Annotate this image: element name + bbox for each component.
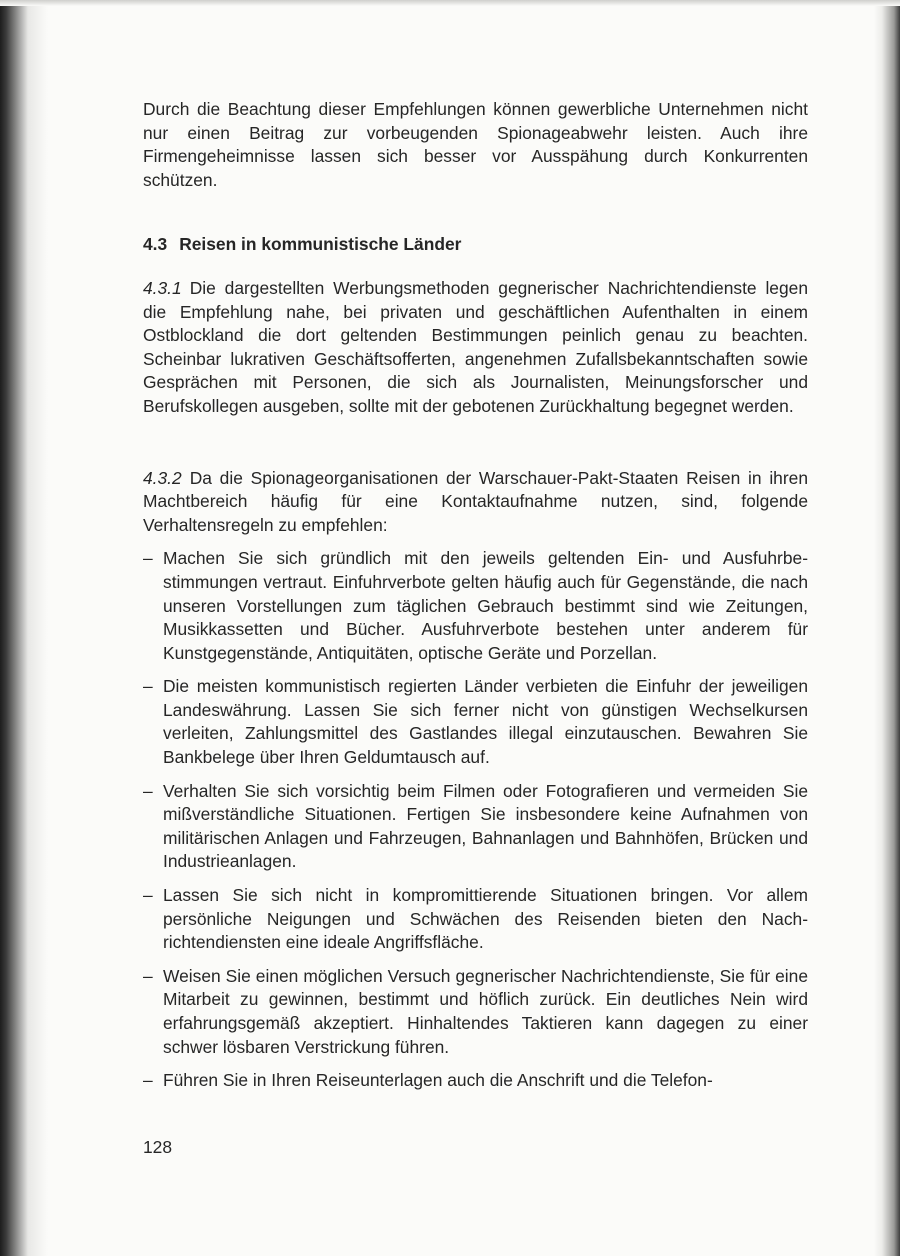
subsection-number: 4.3.1 xyxy=(143,277,182,298)
list-item xyxy=(143,884,808,955)
subsection-text: Die dargestellten Werbungsmethoden gegnerischer Nachrichtendienste legen die Empfehlung nahe, bei privaten und geschäftlichen Aufenthalten in einem Ostblockland die dort geltenden Bestimmungen peinlich genau zu beachten. Scheinbar lukrativen Geschäftsofferten, angenehmen Zufallsbekanntschaften sowie Gesprächen mit Personen, die sich als Journalisten, Meinungsforscher und Berufskollegen ausgeben, sollte mit der gebotenen Zurückhaltung begegnet werden. xyxy=(143,277,808,416)
list-item xyxy=(143,1069,808,1093)
page-binding-shadow xyxy=(0,0,48,1256)
bullet-dash: – xyxy=(143,1070,153,1091)
list-item-text: Machen Sie sich gründlich mit den jeweils geltenden Ein- und Ausfuhrbestimmungen vertraut. Einfuhrverbote gelten häufig auch für Gegenstände, die nach unseren Vorstellungen zum täglichen Gebrauch bestimmt sind wie Zeitungen, Musikkassetten und Bücher. Ausfuhrverbote bestehen unter anderem für Kunstgegenstände, Antiquitäten, optische Geräte und Porzellan. xyxy=(163,548,808,663)
intro-paragraph: Durch die Beachtung dieser Empfehlungen können gewerbliche Unternehmen nicht nur einen Beitrag zur vorbeugenden Spionageabwehr leisten. Auch ihre Firmengeheimnisse lassen sich besser vor Ausspähung durch Konkurrenten schützen. xyxy=(143,99,808,190)
list-item-text: Lassen Sie sich nicht in kompromittierende Situationen bringen. Vor allem persönliche Neigungen und Schwächen des Reisenden bieten den Nachrichtendiensten eine ideale Angriffsfläche. xyxy=(163,885,808,953)
list-item-text: Weisen Sie einen möglichen Versuch gegnerischer Nachrichtendienste, Sie für eine Mitarbeit zu gewinnen, bestimmt und höflich zurück. Ein deutliches Nein wird erfahrungsgemäß akzeptiert. Hinhaltendes Taktieren kann dagegen zu einer schwer lösbaren Verstrickung führen. xyxy=(163,965,808,1057)
bullet-dash: – xyxy=(143,780,153,801)
subsection-4-3-1 xyxy=(143,277,808,419)
section-heading xyxy=(143,233,808,257)
bullet-dash: – xyxy=(143,676,153,697)
section-title: Reisen in kommunistische Länder xyxy=(179,234,462,255)
list-item-text: Führen Sie in Ihren Reiseunterlagen auch die Anschrift und die Telefon- xyxy=(163,1070,713,1091)
list-item xyxy=(143,780,808,874)
page-edge-shadow xyxy=(874,0,900,1256)
section-number: 4.3 xyxy=(143,234,168,255)
list-item xyxy=(143,547,808,665)
recommendations-list xyxy=(143,547,808,1092)
page-number: 128 xyxy=(143,1137,173,1157)
subsection-number: 4.3.2 xyxy=(143,467,182,488)
bullet-dash: – xyxy=(143,548,153,569)
subsection-text: Da die Spionageorganisationen der Warschauer-Pakt-Staaten Reisen in ihren Machtbereich häufig für eine Kontaktaufnahme nutzen, sind, folgende Verhaltensregeln zu empfehlen: xyxy=(143,467,808,535)
list-item-text: Verhalten Sie sich vorsichtig beim Filmen oder Fotografieren und vermeiden Sie mißverständliche Situationen. Fertigen Sie insbesondere keine Aufnahmen von militärischen Anlagen und Fahrzeugen, Bahnanlagen und Bahnhöfen, Brücken und Industrieanlagen. xyxy=(163,780,808,872)
bullet-dash: – xyxy=(143,965,153,986)
list-item xyxy=(143,675,808,769)
list-item xyxy=(143,965,808,1059)
page-content xyxy=(143,98,808,1103)
list-item-text: Die meisten kommunistisch regierten Länder verbieten die Einfuhr der jeweiligen Landeswährung. Lassen Sie sich ferner nicht von günstigen Wechselkursen verleiten, Zahlungsmittel des Gastlandes illegal einzutauschen. Bewahren Sie Bankbelege über Ihren Geldumtausch auf. xyxy=(163,676,808,768)
bullet-dash: – xyxy=(143,885,153,906)
page-top-shadow xyxy=(0,0,900,6)
subsection-4-3-2 xyxy=(143,467,808,538)
